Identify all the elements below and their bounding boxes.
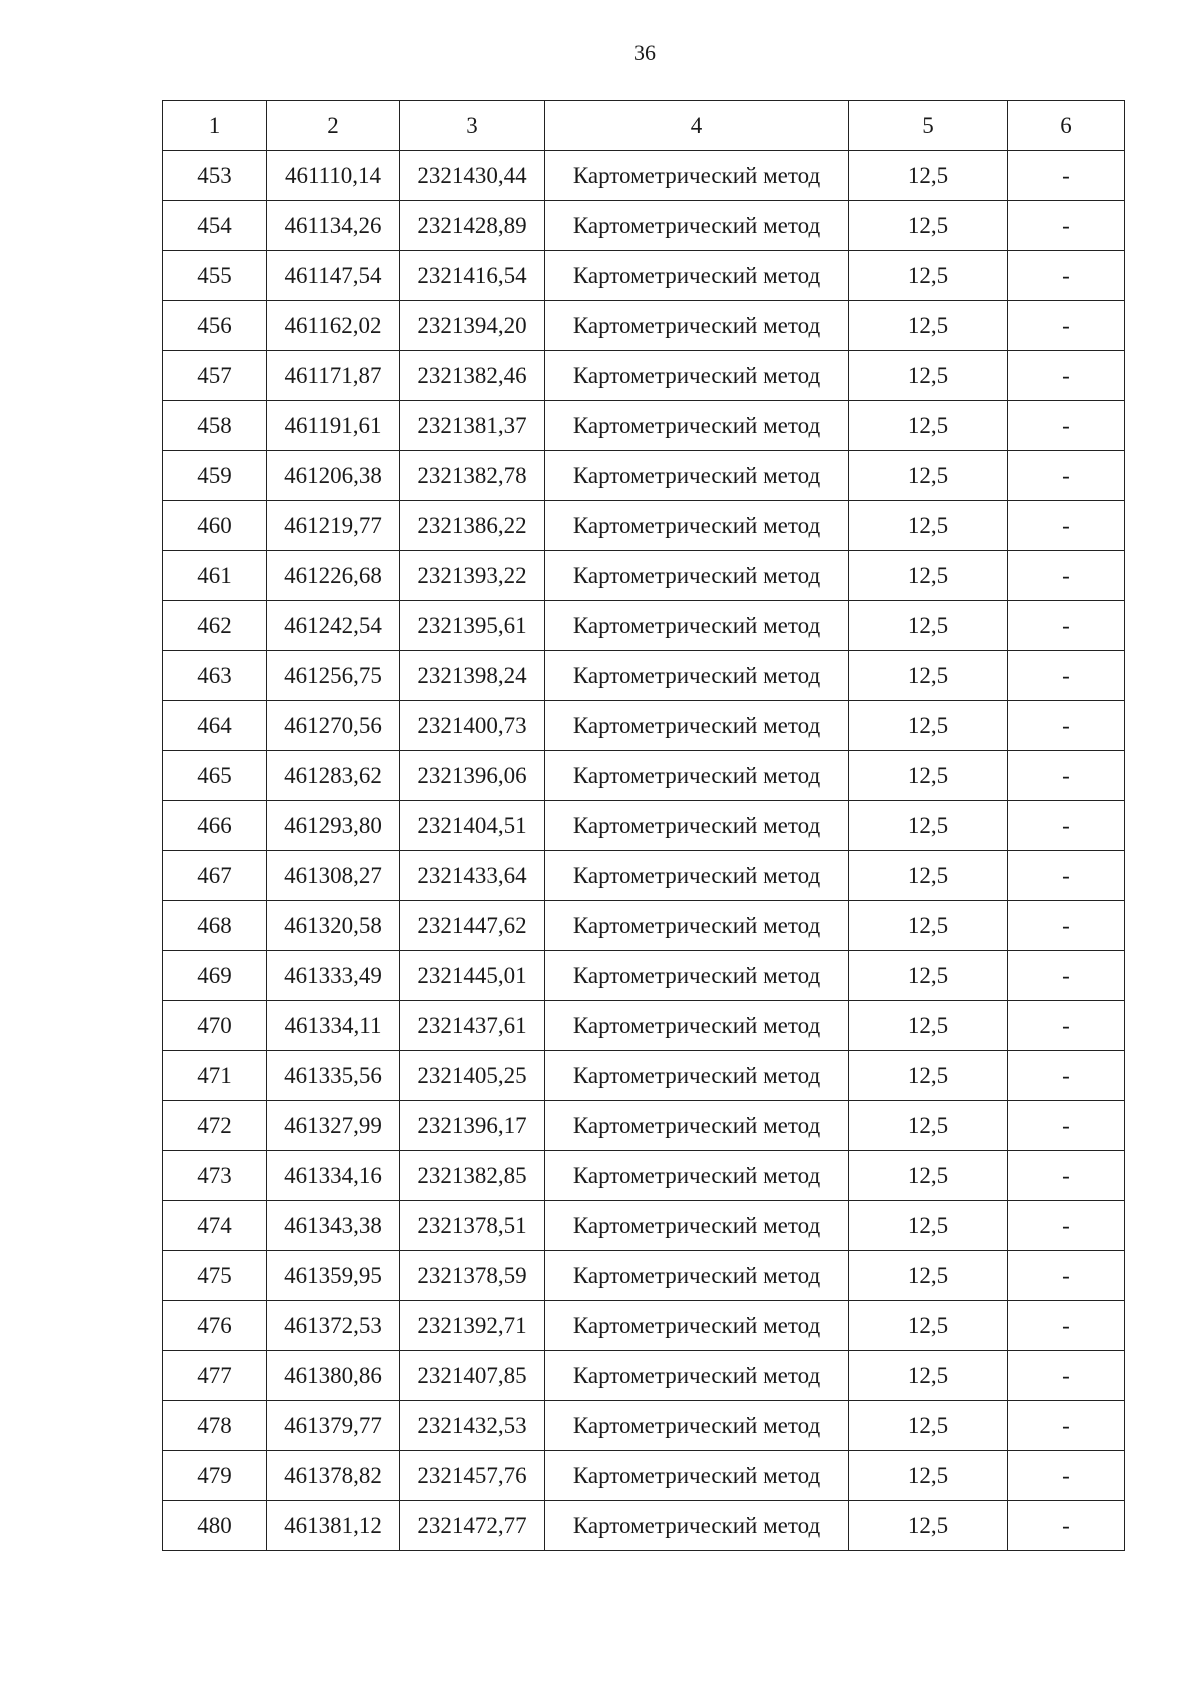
table-row <box>163 251 1125 301</box>
x-coordinate-cell: 461293,80 <box>267 801 400 851</box>
method-cell: Картометрический метод <box>545 201 849 251</box>
x-coordinate-cell: 461380,86 <box>267 1351 400 1401</box>
accuracy-cell: 12,5 <box>849 1501 1008 1551</box>
y-coordinate-cell: 2321430,44 <box>400 151 545 201</box>
table-row <box>163 751 1125 801</box>
accuracy-cell: 12,5 <box>849 301 1008 351</box>
point-number-cell: 479 <box>163 1451 267 1501</box>
table-row <box>163 1451 1125 1501</box>
table-header <box>163 101 1125 151</box>
table-row <box>163 451 1125 501</box>
x-coordinate-cell: 461379,77 <box>267 1401 400 1451</box>
note-cell: - <box>1008 951 1125 1001</box>
note-cell: - <box>1008 201 1125 251</box>
point-number-cell: 476 <box>163 1301 267 1351</box>
point-number-cell: 457 <box>163 351 267 401</box>
point-number-cell: 471 <box>163 1051 267 1101</box>
x-coordinate-cell: 461162,02 <box>267 301 400 351</box>
y-coordinate-cell: 2321437,61 <box>400 1001 545 1051</box>
table-row <box>163 1501 1125 1551</box>
method-cell: Картометрический метод <box>545 601 849 651</box>
page-number: 36 <box>634 40 656 65</box>
x-coordinate-cell: 461308,27 <box>267 851 400 901</box>
x-coordinate-cell: 461334,11 <box>267 1001 400 1051</box>
y-coordinate-cell: 2321405,25 <box>400 1051 545 1101</box>
y-coordinate-cell: 2321447,62 <box>400 901 545 951</box>
method-cell: Картометрический метод <box>545 701 849 751</box>
x-coordinate-cell: 461147,54 <box>267 251 400 301</box>
y-coordinate-cell: 2321378,51 <box>400 1201 545 1251</box>
method-cell: Картометрический метод <box>545 151 849 201</box>
x-coordinate-cell: 461206,38 <box>267 451 400 501</box>
x-coordinate-cell: 461381,12 <box>267 1501 400 1551</box>
y-coordinate-cell: 2321472,77 <box>400 1501 545 1551</box>
accuracy-cell: 12,5 <box>849 751 1008 801</box>
method-cell: Картометрический метод <box>545 401 849 451</box>
note-cell: - <box>1008 451 1125 501</box>
y-coordinate-cell: 2321396,17 <box>400 1101 545 1151</box>
accuracy-cell: 12,5 <box>849 351 1008 401</box>
x-coordinate-cell: 461343,38 <box>267 1201 400 1251</box>
accuracy-cell: 12,5 <box>849 901 1008 951</box>
point-number-cell: 468 <box>163 901 267 951</box>
note-cell: - <box>1008 901 1125 951</box>
accuracy-cell: 12,5 <box>849 1301 1008 1351</box>
point-number-cell: 453 <box>163 151 267 201</box>
accuracy-cell: 12,5 <box>849 1451 1008 1501</box>
table-row <box>163 651 1125 701</box>
accuracy-cell: 12,5 <box>849 1051 1008 1101</box>
method-cell: Картометрический метод <box>545 501 849 551</box>
point-number-cell: 475 <box>163 1251 267 1301</box>
accuracy-cell: 12,5 <box>849 1201 1008 1251</box>
point-number-cell: 465 <box>163 751 267 801</box>
y-coordinate-cell: 2321382,46 <box>400 351 545 401</box>
header-cell-col-6: 6 <box>1008 101 1125 151</box>
accuracy-cell: 12,5 <box>849 951 1008 1001</box>
method-cell: Картометрический метод <box>545 1451 849 1501</box>
note-cell: - <box>1008 1151 1125 1201</box>
table-row <box>163 1051 1125 1101</box>
note-cell: - <box>1008 1001 1125 1051</box>
x-coordinate-cell: 461256,75 <box>267 651 400 701</box>
method-cell: Картометрический метод <box>545 901 849 951</box>
note-cell: - <box>1008 501 1125 551</box>
note-cell: - <box>1008 1451 1125 1501</box>
note-cell: - <box>1008 851 1125 901</box>
table-row <box>163 1201 1125 1251</box>
header-row <box>163 101 1125 151</box>
point-number-cell: 463 <box>163 651 267 701</box>
note-cell: - <box>1008 301 1125 351</box>
header-cell-col-3: 3 <box>400 101 545 151</box>
method-cell: Картометрический метод <box>545 1151 849 1201</box>
note-cell: - <box>1008 1051 1125 1101</box>
x-coordinate-cell: 461335,56 <box>267 1051 400 1101</box>
accuracy-cell: 12,5 <box>849 151 1008 201</box>
header-cell-col-1: 1 <box>163 101 267 151</box>
table-row <box>163 701 1125 751</box>
point-number-cell: 456 <box>163 301 267 351</box>
y-coordinate-cell: 2321381,37 <box>400 401 545 451</box>
y-coordinate-cell: 2321396,06 <box>400 751 545 801</box>
method-cell: Картометрический метод <box>545 1001 849 1051</box>
table-row <box>163 401 1125 451</box>
table-row <box>163 301 1125 351</box>
table-row <box>163 201 1125 251</box>
method-cell: Картометрический метод <box>545 451 849 501</box>
x-coordinate-cell: 461110,14 <box>267 151 400 201</box>
x-coordinate-cell: 461333,49 <box>267 951 400 1001</box>
table-body <box>163 151 1125 1551</box>
table-row <box>163 501 1125 551</box>
x-coordinate-cell: 461283,62 <box>267 751 400 801</box>
note-cell: - <box>1008 601 1125 651</box>
y-coordinate-cell: 2321433,64 <box>400 851 545 901</box>
x-coordinate-cell: 461226,68 <box>267 551 400 601</box>
table-row <box>163 801 1125 851</box>
note-cell: - <box>1008 1251 1125 1301</box>
x-coordinate-cell: 461378,82 <box>267 1451 400 1501</box>
method-cell: Картометрический метод <box>545 851 849 901</box>
note-cell: - <box>1008 801 1125 851</box>
note-cell: - <box>1008 1301 1125 1351</box>
point-number-cell: 464 <box>163 701 267 751</box>
header-cell-col-2: 2 <box>267 101 400 151</box>
x-coordinate-cell: 461134,26 <box>267 201 400 251</box>
y-coordinate-cell: 2321382,85 <box>400 1151 545 1201</box>
method-cell: Картометрический метод <box>545 351 849 401</box>
method-cell: Картометрический метод <box>545 301 849 351</box>
table-row <box>163 1101 1125 1151</box>
note-cell: - <box>1008 551 1125 601</box>
point-number-cell: 459 <box>163 451 267 501</box>
table-row <box>163 851 1125 901</box>
method-cell: Картометрический метод <box>545 251 849 301</box>
point-number-cell: 460 <box>163 501 267 551</box>
table-row <box>163 1151 1125 1201</box>
note-cell: - <box>1008 751 1125 801</box>
note-cell: - <box>1008 1101 1125 1151</box>
x-coordinate-cell: 461334,16 <box>267 1151 400 1201</box>
accuracy-cell: 12,5 <box>849 201 1008 251</box>
table-row <box>163 1251 1125 1301</box>
accuracy-cell: 12,5 <box>849 1101 1008 1151</box>
accuracy-cell: 12,5 <box>849 401 1008 451</box>
accuracy-cell: 12,5 <box>849 701 1008 751</box>
coordinates-table <box>162 100 1125 1551</box>
method-cell: Картометрический метод <box>545 801 849 851</box>
x-coordinate-cell: 461219,77 <box>267 501 400 551</box>
y-coordinate-cell: 2321382,78 <box>400 451 545 501</box>
method-cell: Картометрический метод <box>545 751 849 801</box>
accuracy-cell: 12,5 <box>849 1401 1008 1451</box>
header-cell-col-4: 4 <box>545 101 849 151</box>
accuracy-cell: 12,5 <box>849 501 1008 551</box>
method-cell: Картометрический метод <box>545 651 849 701</box>
accuracy-cell: 12,5 <box>849 551 1008 601</box>
method-cell: Картометрический метод <box>545 1201 849 1251</box>
accuracy-cell: 12,5 <box>849 1151 1008 1201</box>
y-coordinate-cell: 2321400,73 <box>400 701 545 751</box>
point-number-cell: 458 <box>163 401 267 451</box>
point-number-cell: 466 <box>163 801 267 851</box>
x-coordinate-cell: 461242,54 <box>267 601 400 651</box>
x-coordinate-cell: 461171,87 <box>267 351 400 401</box>
point-number-cell: 477 <box>163 1351 267 1401</box>
x-coordinate-cell: 461327,99 <box>267 1101 400 1151</box>
method-cell: Картометрический метод <box>545 1501 849 1551</box>
y-coordinate-cell: 2321404,51 <box>400 801 545 851</box>
y-coordinate-cell: 2321416,54 <box>400 251 545 301</box>
y-coordinate-cell: 2321428,89 <box>400 201 545 251</box>
x-coordinate-cell: 461359,95 <box>267 1251 400 1301</box>
x-coordinate-cell: 461270,56 <box>267 701 400 751</box>
accuracy-cell: 12,5 <box>849 601 1008 651</box>
header-cell-col-5: 5 <box>849 101 1008 151</box>
point-number-cell: 469 <box>163 951 267 1001</box>
table-row <box>163 601 1125 651</box>
method-cell: Картометрический метод <box>545 951 849 1001</box>
table-row <box>163 1001 1125 1051</box>
x-coordinate-cell: 461320,58 <box>267 901 400 951</box>
note-cell: - <box>1008 1401 1125 1451</box>
point-number-cell: 480 <box>163 1501 267 1551</box>
accuracy-cell: 12,5 <box>849 651 1008 701</box>
y-coordinate-cell: 2321392,71 <box>400 1301 545 1351</box>
note-cell: - <box>1008 1201 1125 1251</box>
method-cell: Картометрический метод <box>545 551 849 601</box>
table-row <box>163 1301 1125 1351</box>
method-cell: Картометрический метод <box>545 1051 849 1101</box>
y-coordinate-cell: 2321407,85 <box>400 1351 545 1401</box>
method-cell: Картометрический метод <box>545 1351 849 1401</box>
accuracy-cell: 12,5 <box>849 251 1008 301</box>
y-coordinate-cell: 2321395,61 <box>400 601 545 651</box>
table-row <box>163 1351 1125 1401</box>
y-coordinate-cell: 2321394,20 <box>400 301 545 351</box>
point-number-cell: 455 <box>163 251 267 301</box>
point-number-cell: 467 <box>163 851 267 901</box>
point-number-cell: 454 <box>163 201 267 251</box>
y-coordinate-cell: 2321432,53 <box>400 1401 545 1451</box>
table-row <box>163 951 1125 1001</box>
note-cell: - <box>1008 251 1125 301</box>
method-cell: Картометрический метод <box>545 1301 849 1351</box>
accuracy-cell: 12,5 <box>849 1251 1008 1301</box>
point-number-cell: 478 <box>163 1401 267 1451</box>
point-number-cell: 473 <box>163 1151 267 1201</box>
note-cell: - <box>1008 1351 1125 1401</box>
accuracy-cell: 12,5 <box>849 451 1008 501</box>
method-cell: Картометрический метод <box>545 1251 849 1301</box>
accuracy-cell: 12,5 <box>849 851 1008 901</box>
table-row <box>163 551 1125 601</box>
table-row <box>163 901 1125 951</box>
note-cell: - <box>1008 151 1125 201</box>
point-number-cell: 472 <box>163 1101 267 1151</box>
table-row <box>163 1401 1125 1451</box>
y-coordinate-cell: 2321386,22 <box>400 501 545 551</box>
x-coordinate-cell: 461372,53 <box>267 1301 400 1351</box>
y-coordinate-cell: 2321378,59 <box>400 1251 545 1301</box>
method-cell: Картометрический метод <box>545 1401 849 1451</box>
y-coordinate-cell: 2321393,22 <box>400 551 545 601</box>
accuracy-cell: 12,5 <box>849 1351 1008 1401</box>
accuracy-cell: 12,5 <box>849 1001 1008 1051</box>
point-number-cell: 461 <box>163 551 267 601</box>
table-row <box>163 351 1125 401</box>
note-cell: - <box>1008 351 1125 401</box>
point-number-cell: 470 <box>163 1001 267 1051</box>
table-row <box>163 151 1125 201</box>
point-number-cell: 462 <box>163 601 267 651</box>
accuracy-cell: 12,5 <box>849 801 1008 851</box>
note-cell: - <box>1008 701 1125 751</box>
note-cell: - <box>1008 651 1125 701</box>
x-coordinate-cell: 461191,61 <box>267 401 400 451</box>
method-cell: Картометрический метод <box>545 1101 849 1151</box>
point-number-cell: 474 <box>163 1201 267 1251</box>
y-coordinate-cell: 2321398,24 <box>400 651 545 701</box>
note-cell: - <box>1008 401 1125 451</box>
note-cell: - <box>1008 1501 1125 1551</box>
y-coordinate-cell: 2321457,76 <box>400 1451 545 1501</box>
y-coordinate-cell: 2321445,01 <box>400 951 545 1001</box>
